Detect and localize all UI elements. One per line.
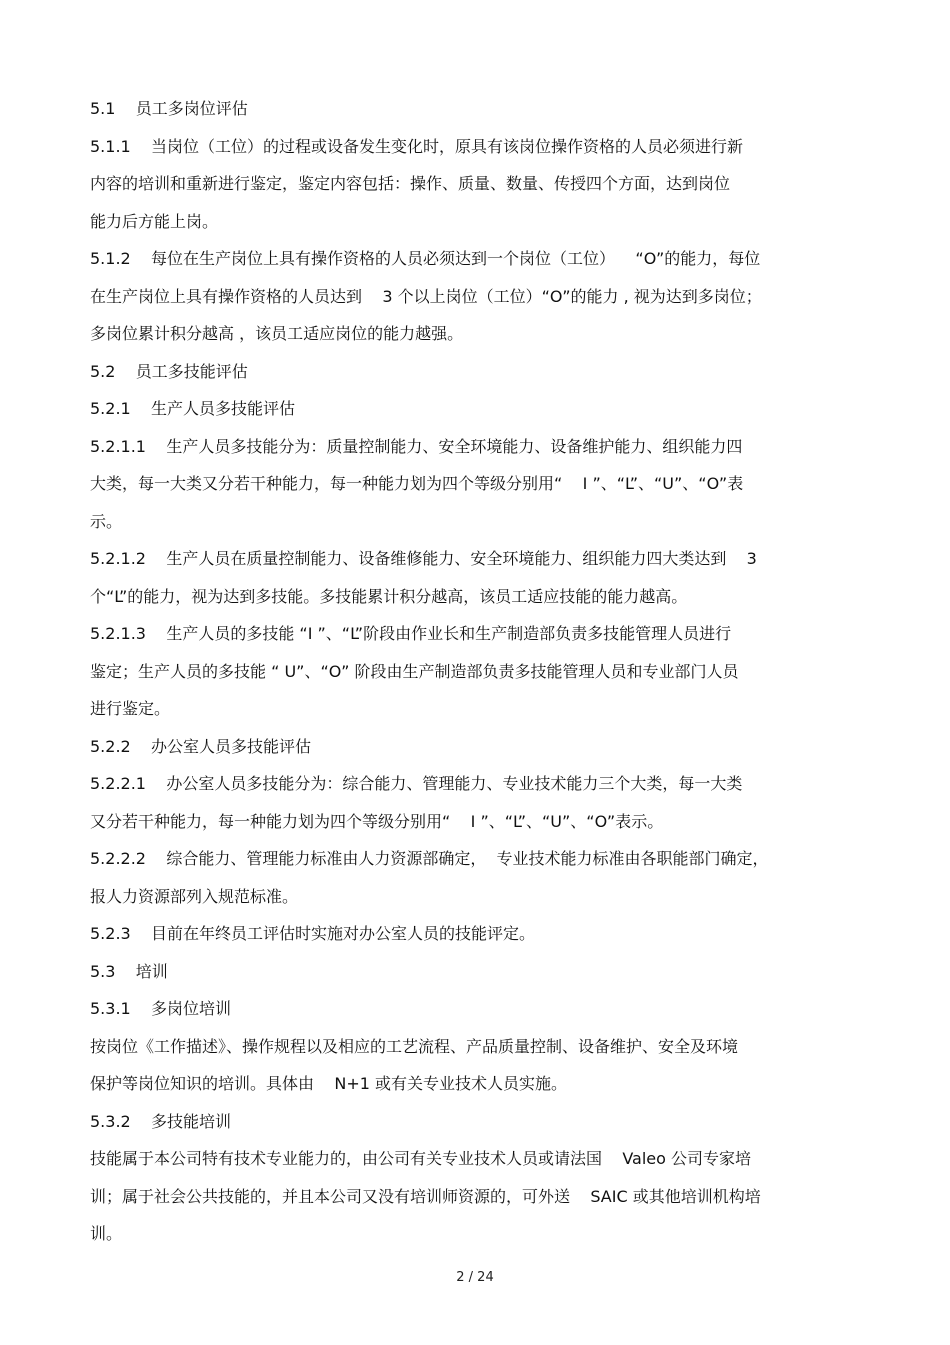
text-line: 5.2.1.3 生产人员的多技能 “I ”、“L”阶段由作业长和生产制造部负责多技能管理人员进行	[90, 624, 732, 643]
text-line: 5.2 员工多技能评估	[90, 361, 248, 381]
text-line: 报人力资源部列入规范标准。	[90, 886, 299, 906]
text-line: 5.3.2 多技能培训	[90, 1111, 232, 1131]
text-line: 5.2.1.1 生产人员多技能分为：质量控制能力、安全环境能力、设备维护能力、组织能力四	[90, 436, 743, 456]
text-line: 5.2.2.1 办公室人员多技能分为：综合能力、管理能力、专业技术能力三个大类，每一大类	[90, 774, 743, 793]
text-line: 训。	[90, 1224, 123, 1243]
document-body	[90, 90, 862, 1253]
text-line: 5.2.2 办公室人员多技能评估	[90, 736, 312, 756]
text-line: 5.3.1 多岗位培训	[90, 999, 232, 1018]
text-line: 5.2.2.2 综合能力、管理能力标准由人力资源部确定， 专业技术能力标准由各职能部门确定，	[90, 849, 769, 868]
text-line: 鉴定；生产人员的多技能 “ U”、“O” 阶段由生产制造部负责多技能管理人员和专业部门人员	[90, 661, 739, 681]
text-line: 训；属于社会公共技能的，并且本公司又没有培训师资源的，可外送 SAIC 或其他培训机构培	[90, 1186, 761, 1206]
page-number: 2 / 24	[456, 1270, 494, 1285]
text-line: 5.1.1 当岗位（工位）的过程或设备发生变化时，原具有该岗位操作资格的人员必须进行新	[90, 136, 744, 156]
text-line: 技能属于本公司特有技术专业能力的，由公司有关专业技术人员或请法国 Valeo 公司专家培	[90, 1149, 752, 1168]
text-line: 又分若干种能力，每一种能力划为四个等级分别用“ I ”、“L”、“U”、“O”表示。	[90, 811, 664, 831]
text-line: 5.2.1 生产人员多技能评估	[90, 399, 296, 418]
text-line: 大类，每一大类又分若干种能力，每一种能力划为四个等级分别用“ I ”、“L”、“U”、“O”表	[90, 474, 744, 493]
text-line: 5.2.3 目前在年终员工评估时实施对办公室人员的技能评定。	[90, 924, 536, 943]
text-line: 5.1.2 每位在生产岗位上具有操作资格的人员必须达到一个岗位（工位） “O”的能力，每位	[90, 249, 761, 268]
text-line: 5.3 培训	[90, 961, 168, 981]
text-line: 按岗位《工作描述》、操作规程以及相应的工艺流程、产品质量控制、设备维护、安全及环境	[90, 1036, 739, 1056]
text-line: 5.2.1.2 生产人员在质量控制能力、设备维修能力、安全环境能力、组织能力四大类达到 3	[90, 549, 757, 568]
text-line: 示。	[90, 511, 123, 531]
text-line: 多岗位累计积分越高 ，该员工适应岗位的能力越强。	[90, 324, 464, 343]
text-line: 能力后方能上岗。	[90, 211, 219, 231]
text-line: 内容的培训和重新进行鉴定，鉴定内容包括：操作、质量、数量、传授四个方面，达到岗位	[90, 174, 731, 193]
text-line: 个“L”的能力，视为达到多技能。多技能累计积分越高，该员工适应技能的能力越高。	[90, 586, 688, 606]
text-line: 保护等岗位知识的培训。具体由 N+1 或有关专业技术人员实施。	[90, 1074, 567, 1093]
text-line: 在生产岗位上具有操作资格的人员达到 3 个以上岗位（工位）“O”的能力 , 视为达到多岗位；	[90, 286, 762, 306]
text-line: 进行鉴定。	[90, 699, 171, 718]
text-line: 5.1 员工多岗位评估	[90, 99, 248, 118]
